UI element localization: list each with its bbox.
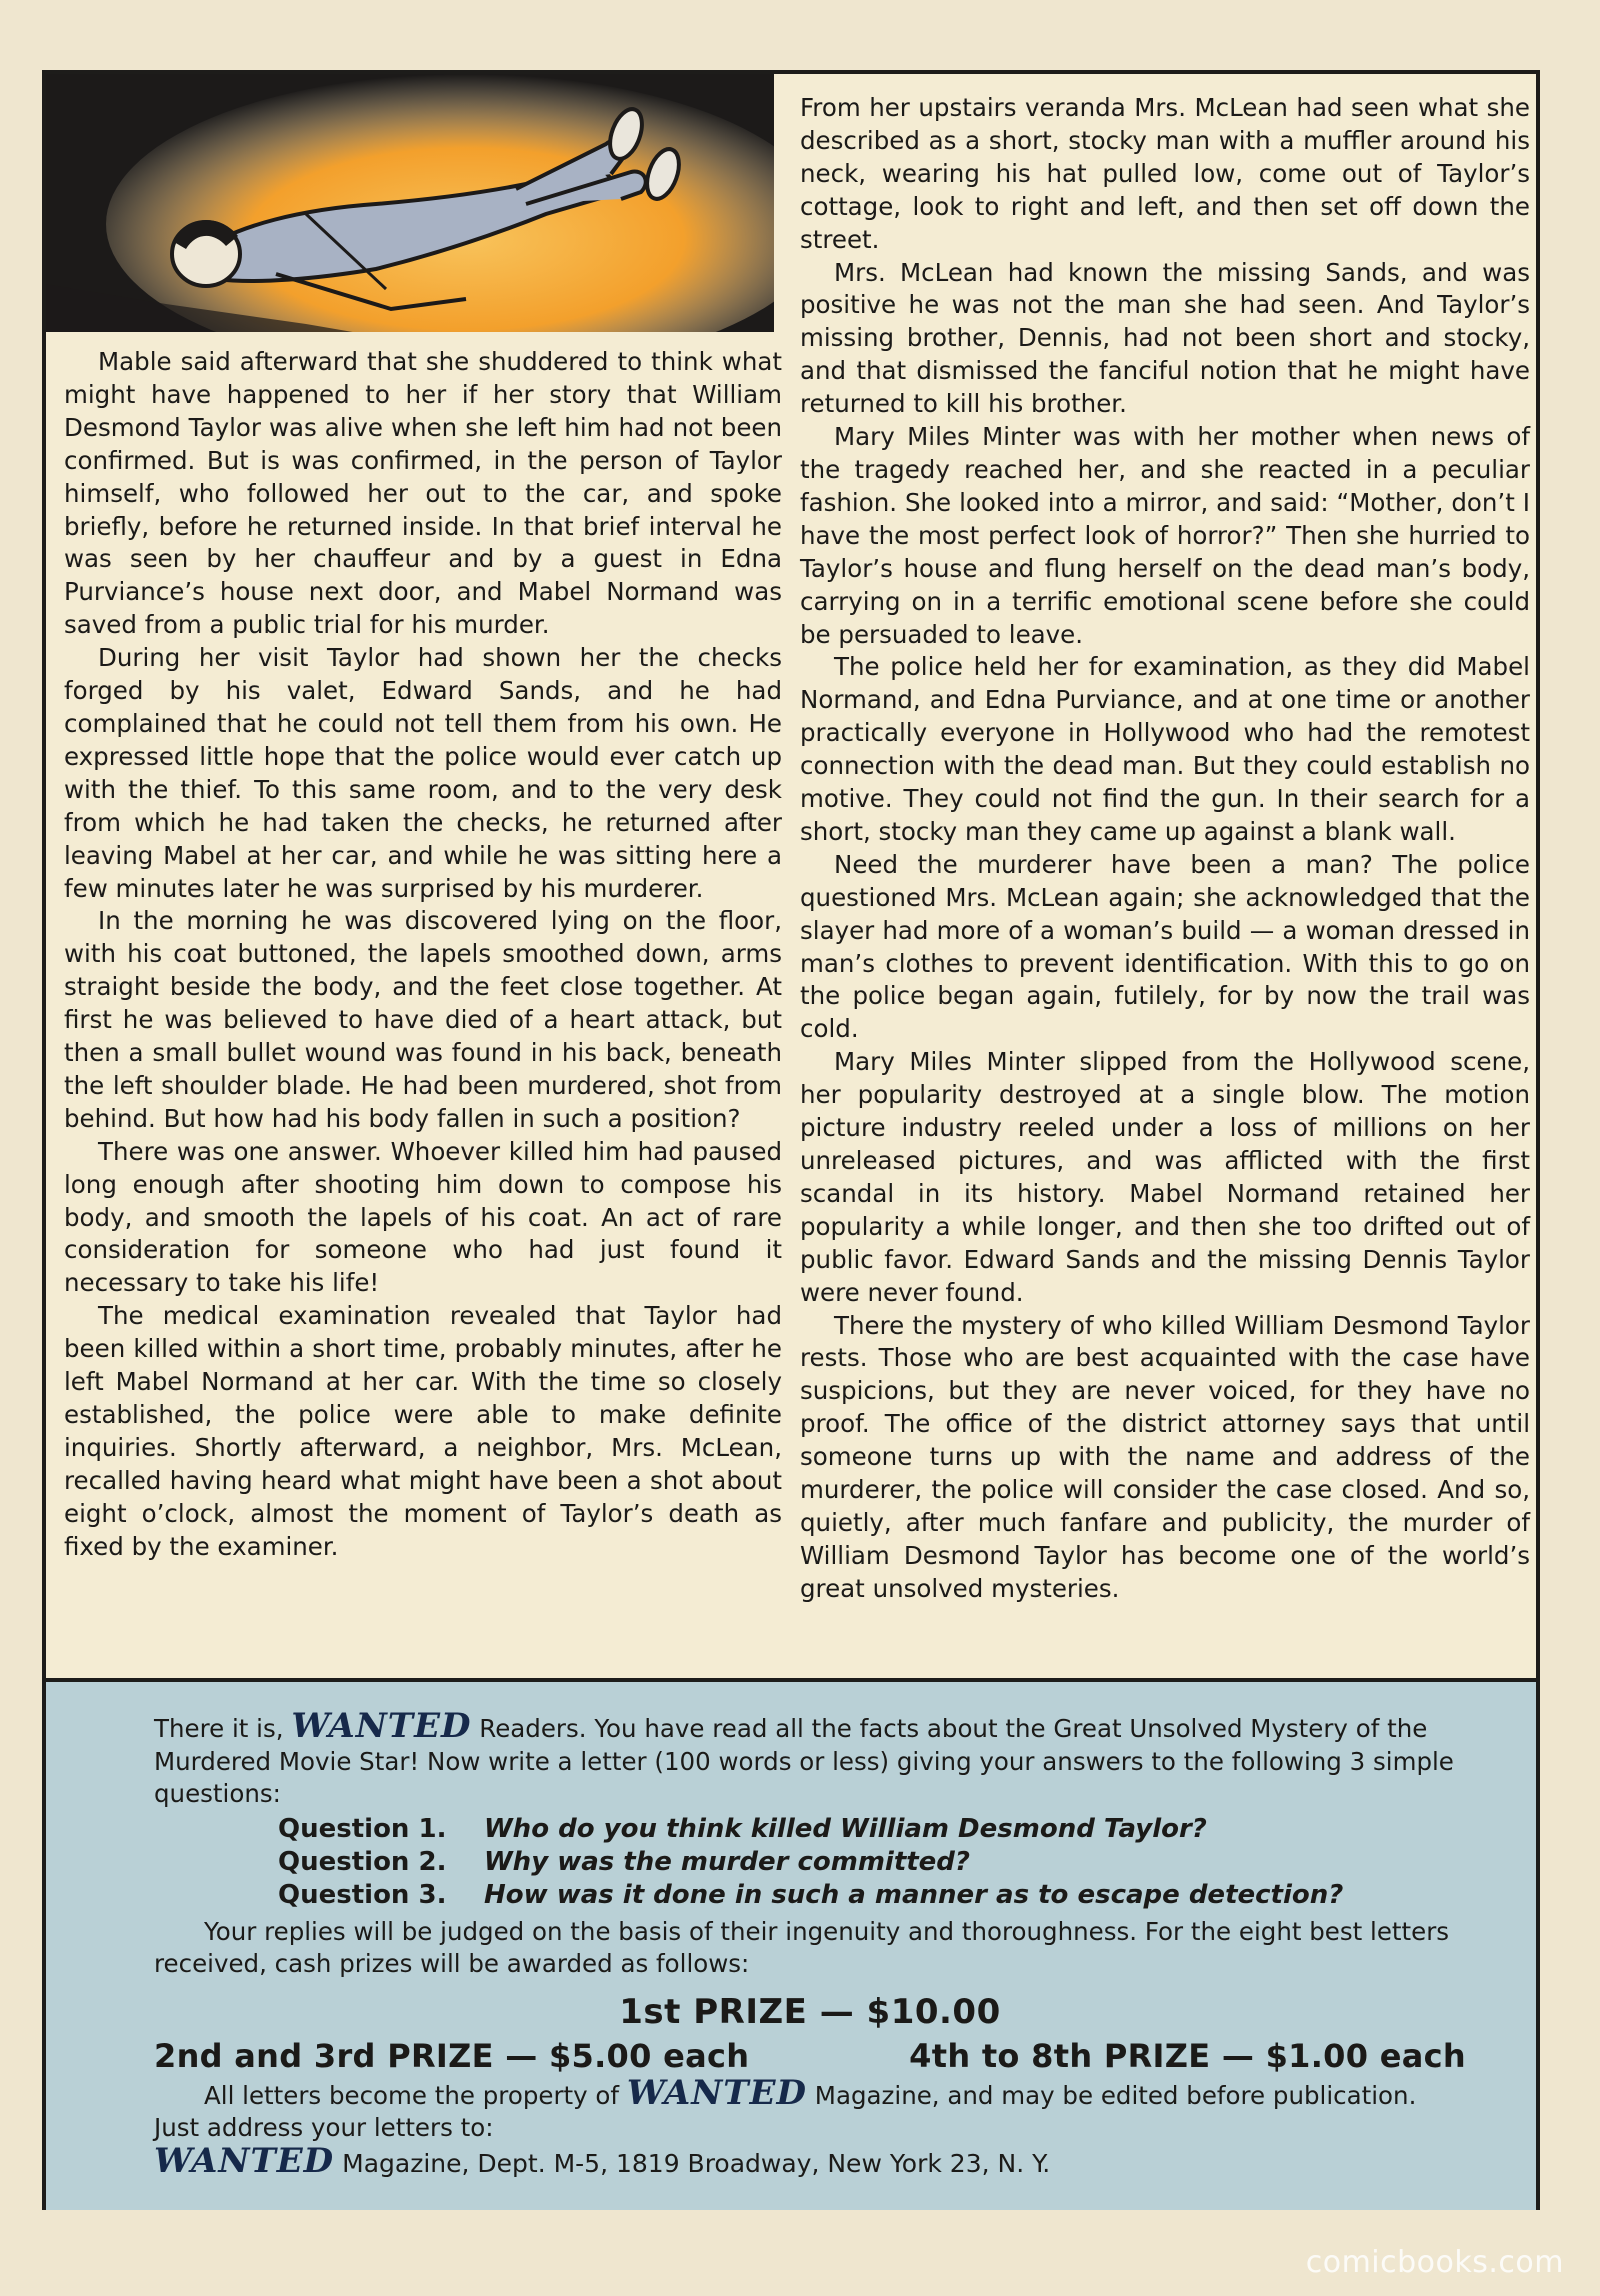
first-prize: 1st PRIZE — $10.00 (619, 1991, 1001, 2032)
article-left-column (64, 74, 782, 1564)
article (46, 74, 1536, 1682)
article-paragraph: From her upstairs veranda Mrs. McLean had seen what she described as a short, stocky man with a muffler around his neck, wearing his hat pulled low, come out of Taylor’s cottage, look to right and left, and then set off down the street. (800, 93, 1530, 254)
contest-intro-post: Readers. You have read all the facts about the Great Unsolved Mystery of the Murdered Movie Star! Now write a letter (100 words or less) giving your answers to the following 3 simple questions: (154, 1714, 1454, 1808)
other-prizes (154, 2035, 1466, 2077)
property-text (154, 2072, 1466, 2145)
question-label: Question 2. (278, 1846, 447, 1877)
dead-body-drawing (46, 74, 774, 344)
article-paragraph: Mary Miles Minter slipped from the Hollywood scene, her popularity destroyed at a single blow. The motion picture industry reeled under a loss of millions on her unreleased pictures, and was afflicted with the first scandal in its history. Mabel Normand retained her popularity a while longer, and then she too drifted out of public favor. Edward Sands and the missing Dennis Taylor were never found. (800, 1047, 1530, 1307)
question-item (278, 1813, 1466, 1846)
article-paragraph: The police held her for examination, as they did Mabel Normand, and Edna Purviance, and at one time or another practically everyone in Hollywood who had the remotest connection with the dead man. But they could establish no motive. They could not find the gun. In their search for a short, stocky man they came up against a blank wall. (800, 652, 1530, 846)
question-label: Question 3. (278, 1879, 447, 1910)
question-list (154, 1813, 1466, 1912)
wanted-logo: WANTED (154, 2140, 335, 2181)
question-label: Question 1. (278, 1813, 447, 1844)
wanted-logo: WANTED (291, 1706, 472, 1746)
article-paragraph: There was one answer. Whoever killed him had paused long enough after shooting him down to compose his body, and smooth the lapels of his coat. An act of rare consideration for someone who had just found it necessary to take his life! (64, 1136, 782, 1298)
contest-panel (46, 1682, 1536, 2210)
wanted-logo: WANTED (626, 2072, 808, 2113)
mailing-address (154, 2140, 1466, 2181)
question-text: Why was the murder committed? (484, 1846, 971, 1877)
contest-intro-pre: There it is, (154, 1714, 292, 1743)
second-third-prize: 2nd and 3rd PRIZE — $5.00 each (154, 2036, 750, 2075)
property-pre: All letters become the property of (204, 2080, 627, 2110)
property-post: Magazine, and may be edited before publication. Just address your letters to: (154, 2080, 1417, 2142)
article-paragraph: Mable said afterward that she shuddered to think what might have happened to her if her story that William Desmond Taylor was alive when she left him had not been confirmed. But is was confirmed, in the person of Taylor himself, who followed her out to the car, and spoke briefly, before he returned inside. In that brief interval he was seen by her chauffeur and by a guest in Edna Purviance’s house next door, and Mabel Normand was saved from a public trial for his murder. (64, 347, 782, 640)
article-paragraph: Mrs. McLean had known the missing Sands, and was positive he was not the man she had seen. And Taylor’s missing brother, Dennis, had not been short and stocky, and that dismissed the fanciful notion that he might have returned to kill his brother. (800, 257, 1530, 419)
address-text: Magazine, Dept. M-5, 1819 Broadway, New York 23, N. Y. (334, 2148, 1051, 2178)
site-watermark: comicbooks.com (1305, 2245, 1564, 2280)
article-paragraph: During her visit Taylor had shown her the checks forged by his valet, Edward Sands, and he had complained that he could not tell them from his own. He expressed little hope that the police would ever catch up with the thief. To this same room, and to the very desk from which he had taken the checks, he returned after leaving Mabel at her car, and while he was sitting here a few minutes later he was surprised by his murderer. (64, 643, 782, 903)
article-paragraph: There the mystery of who killed William Desmond Taylor rests. Those who are best acquainted with the case have suspicions, but they are never voiced, for they have no proof. The office of the district attorney says that until someone turns up with the name and address of the murderer, the police will consider the case closed. And so, quietly, after much fanfare and publicity, the murder of William Desmond Taylor has become one of the world’s great unsolved mysteries. (800, 1310, 1530, 1603)
body-illustration (46, 74, 774, 344)
question-item (278, 1846, 1466, 1879)
article-paragraph: Mary Miles Minter was with her mother when news of the tragedy reached her, and she reacted in a peculiar fashion. She looked into a mirror, and said: “Mother, don’t I have the most perfect look of horror?” Then she hurried to Taylor’s house and flung herself on the dead man’s body, carrying on in a terrific emotional scene before she could be persuaded to leave. (800, 422, 1530, 649)
judging-text: Your replies will be judged on the basis of their ingenuity and thoroughness. For the eight best letters received, cash prizes will be awarded as follows: (154, 1916, 1450, 1978)
article-paragraph: In the morning he was discovered lying on the floor, with his coat buttoned, the lapels smoothed down, arms straight beside the body, and the feet close together. At first he was believed to have died of a heart attack, but then a small bullet wound was found in his back, beneath the left shoulder blade. He had been murdered, shot from behind. But how had his body fallen in such a position? (64, 906, 782, 1133)
question-item (278, 1879, 1466, 1912)
contest-intro (154, 1706, 1466, 1811)
article-paragraph: Need the murderer have been a man? The police questioned Mrs. McLean again; she acknowledged that the slayer had more of a woman’s build — a woman dressed in man’s clothes to prevent identification. With this to go on the police began again, futilely, for by now the trail was cold. (800, 849, 1530, 1044)
question-text: How was it done in such a manner as to escape detection? (484, 1879, 1344, 1910)
article-right-column (800, 92, 1530, 1606)
fourth-eighth-prize: 4th to 8th PRIZE — $1.00 each (909, 2036, 1466, 2075)
article-paragraph: The medical examination revealed that Taylor had been killed within a short time, probably minutes, after he left Mabel Normand at her car. With the time so closely established, the police were able to make definite inquiries. Shortly afterward, a neighbor, Mrs. McLean, recalled having heard what might have been a shot about eight o’clock, almost the moment of Taylor’s death as fixed by the examiner. (64, 1301, 782, 1561)
question-text: Who do you think killed William Desmond Taylor? (484, 1813, 1207, 1844)
magazine-page (42, 70, 1540, 2210)
